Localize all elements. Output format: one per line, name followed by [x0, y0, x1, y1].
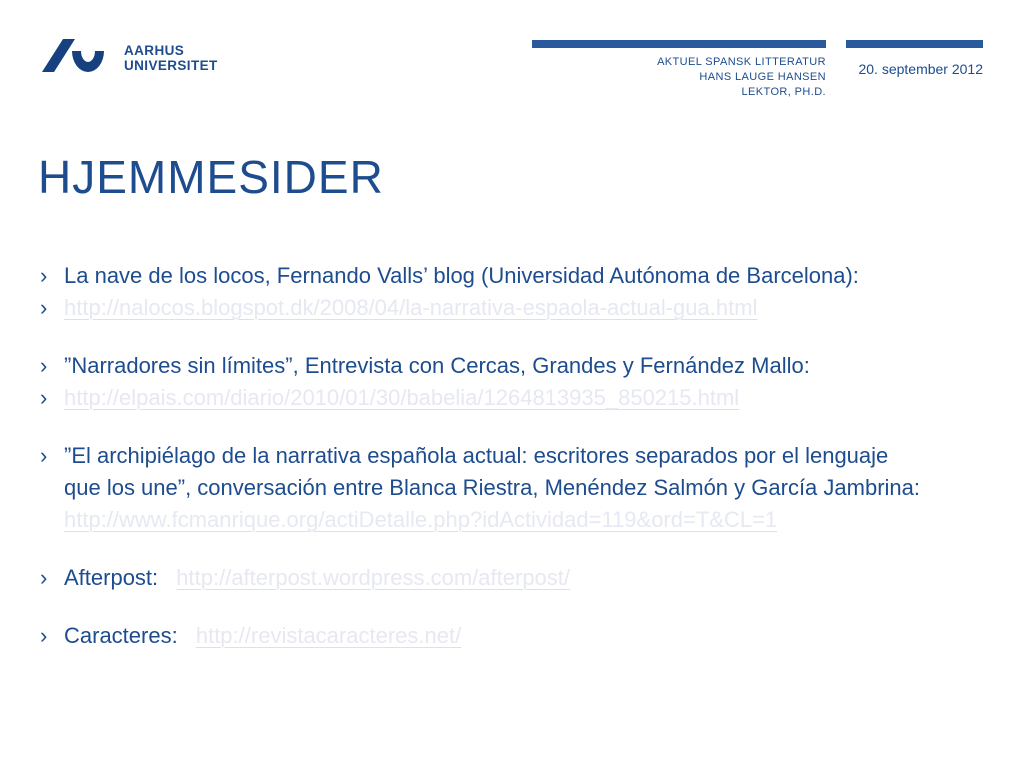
item-link[interactable]: http://nalocos.blogspot.dk/2008/04/la-narrativa-espaola-actual-gua.html [64, 295, 758, 320]
list-item [40, 440, 1000, 504]
item-link[interactable]: http://elpais.com/diario/2010/01/30/babelia/1264813935_850215.html [64, 385, 740, 410]
bullet-icon: › [40, 385, 48, 410]
list-group-nalocos [40, 260, 1000, 324]
bullet-icon: › [40, 263, 48, 288]
bullet-icon: › [40, 623, 48, 648]
header-bar-left [532, 40, 826, 48]
header-date-block [846, 40, 983, 77]
item-link[interactable]: http://revistacaracteres.net/ [195, 623, 462, 648]
item-text: ”Narradores sin límites”, Entrevista con Cercas, Grandes y Fernández Mallo: [64, 353, 810, 378]
au-logo-icon [42, 39, 106, 73]
lecturer-title: LEKTOR, PH.D. [741, 86, 826, 98]
header-bar-right [846, 40, 983, 48]
list-item [40, 350, 1000, 382]
item-label: Caracteres: [64, 623, 178, 648]
logo-wordmark [124, 39, 218, 73]
logo-line1: AARHUS [124, 43, 185, 58]
bullet-icon: › [40, 443, 48, 468]
item-link[interactable]: http://afterpost.wordpress.com/afterpost/ [176, 565, 571, 590]
list-item [40, 504, 1000, 536]
course-info [532, 55, 826, 100]
bullet-icon: › [40, 353, 48, 378]
list-group-caracteres [40, 620, 1000, 652]
list-item [40, 382, 1000, 414]
item-text: ”El archipiélago de la narrativa española actual: escritores separados por el lenguaje que los une”, conversación entre Blanca Riestra, Menéndez Salmón y García Jambrina: [64, 443, 920, 500]
bullet-icon: › [40, 295, 48, 320]
header-course-block [532, 40, 826, 100]
bullet-icon: › [40, 565, 48, 590]
list-group-afterpost [40, 562, 1000, 594]
list-group-archipielago [40, 440, 1000, 536]
item-label: Afterpost: [64, 565, 159, 590]
list-item [40, 620, 1000, 652]
item-link[interactable]: http://www.fcmanrique.org/actiDetalle.php?idActividad=119&ord=T&CL=1 [64, 507, 778, 532]
au-logo [42, 39, 218, 73]
list-item [40, 292, 1000, 324]
slide-date: 20. september 2012 [858, 61, 983, 77]
logo-line2: UNIVERSITET [124, 58, 218, 73]
links-list [40, 260, 1000, 678]
lecturer-name: HANS LAUGE HANSEN [699, 71, 826, 83]
list-item [40, 562, 1000, 594]
course-title: AKTUEL SPANSK LITTERATUR [657, 56, 826, 68]
list-group-narradores [40, 350, 1000, 414]
page-title: HJEMMESIDER [38, 151, 384, 203]
list-item [40, 260, 1000, 292]
item-text: La nave de los locos, Fernando Valls’ blog (Universidad Autónoma de Barcelona): [64, 263, 859, 288]
